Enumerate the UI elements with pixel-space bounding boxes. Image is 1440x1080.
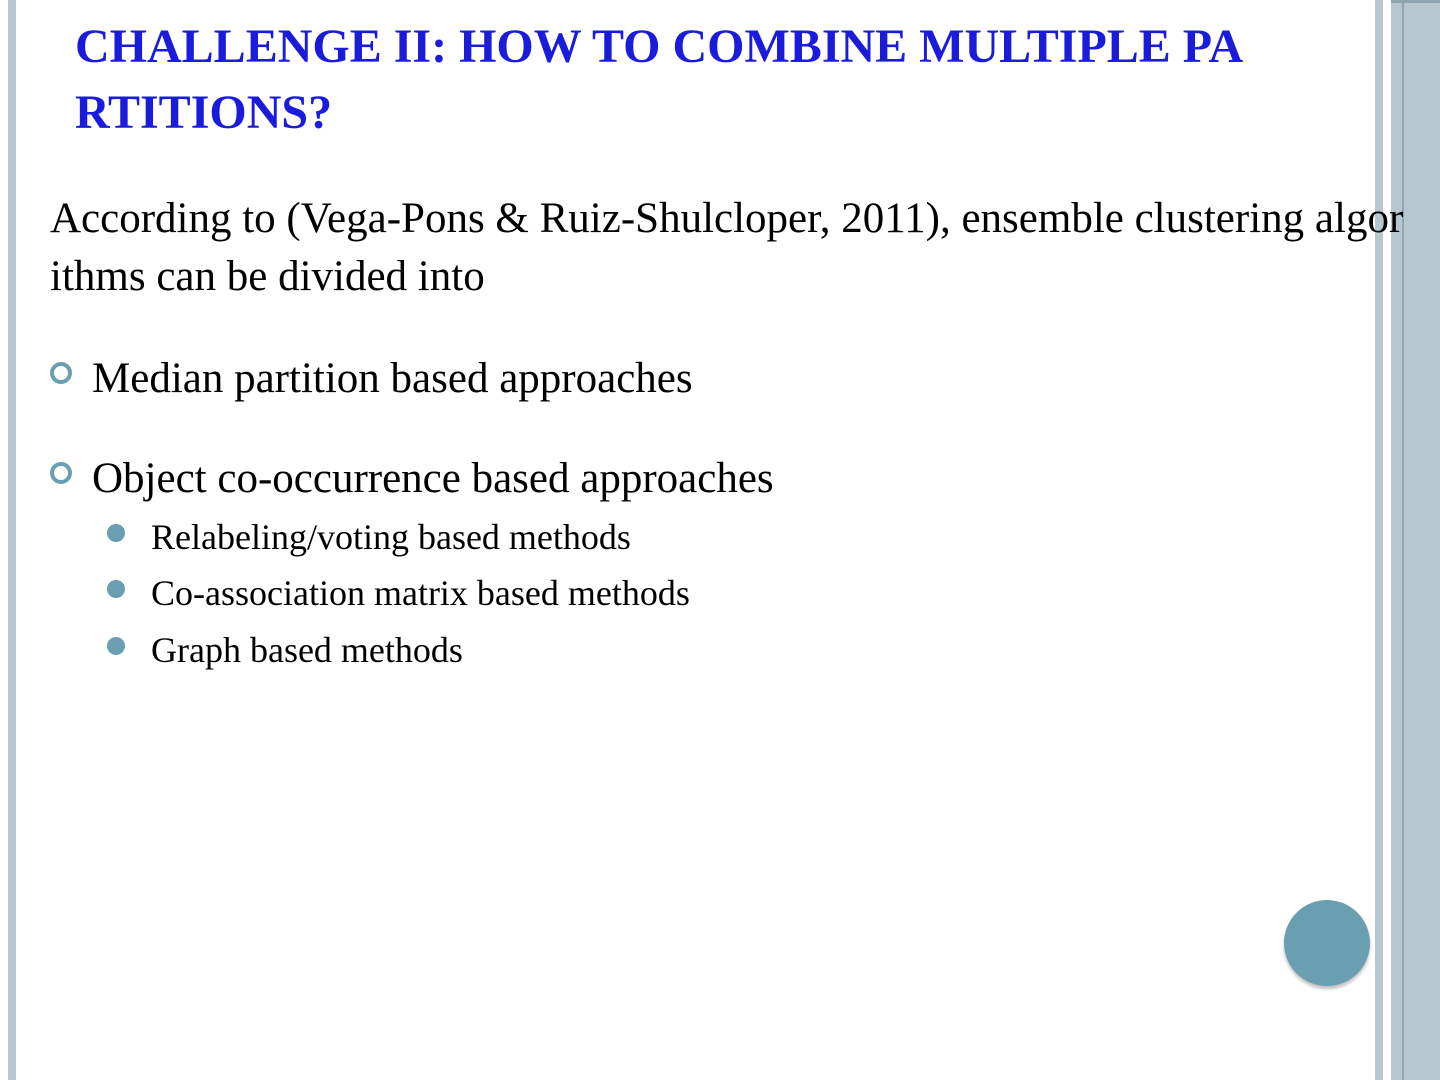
sub-bullet-text: Co-association matrix based methods bbox=[151, 573, 690, 613]
frame-right-top-line bbox=[1391, 0, 1440, 3]
bullet-text: Object co-occurrence based approaches bbox=[92, 454, 774, 502]
bullet-median-partition bbox=[50, 350, 693, 406]
sub-bullet-text: Relabeling/voting based methods bbox=[151, 517, 631, 557]
sub-bullet-text: Graph based methods bbox=[151, 630, 463, 670]
bullet-text: Median partition based approaches bbox=[92, 354, 693, 402]
dot-bullet-icon bbox=[107, 580, 125, 598]
frame-right-panel bbox=[1391, 0, 1440, 1080]
ring-bullet-icon bbox=[50, 362, 72, 384]
decorative-circle bbox=[1284, 900, 1370, 986]
ring-bullet-icon bbox=[50, 462, 72, 484]
slide-title: CHALLENGE II: HOW TO COMBINE MULTIPLE PARTITIONS? bbox=[75, 20, 1244, 139]
sub-bullet-graph-based bbox=[107, 628, 463, 672]
dot-bullet-icon bbox=[107, 637, 125, 655]
sub-bullet-co-association bbox=[107, 571, 690, 615]
intro-paragraph: According to (Vega-Pons & Ruiz-Shulcloper, 2011), ensemble clustering algorithms can be divided into bbox=[50, 195, 1404, 300]
sub-bullet-relabeling-voting bbox=[107, 515, 631, 559]
dot-bullet-icon bbox=[107, 524, 125, 542]
bullet-object-co-occurrence bbox=[50, 450, 774, 506]
frame-right-line bbox=[1402, 0, 1404, 1080]
frame-right-bar bbox=[1375, 0, 1383, 1080]
frame-left-bar bbox=[8, 0, 16, 1080]
